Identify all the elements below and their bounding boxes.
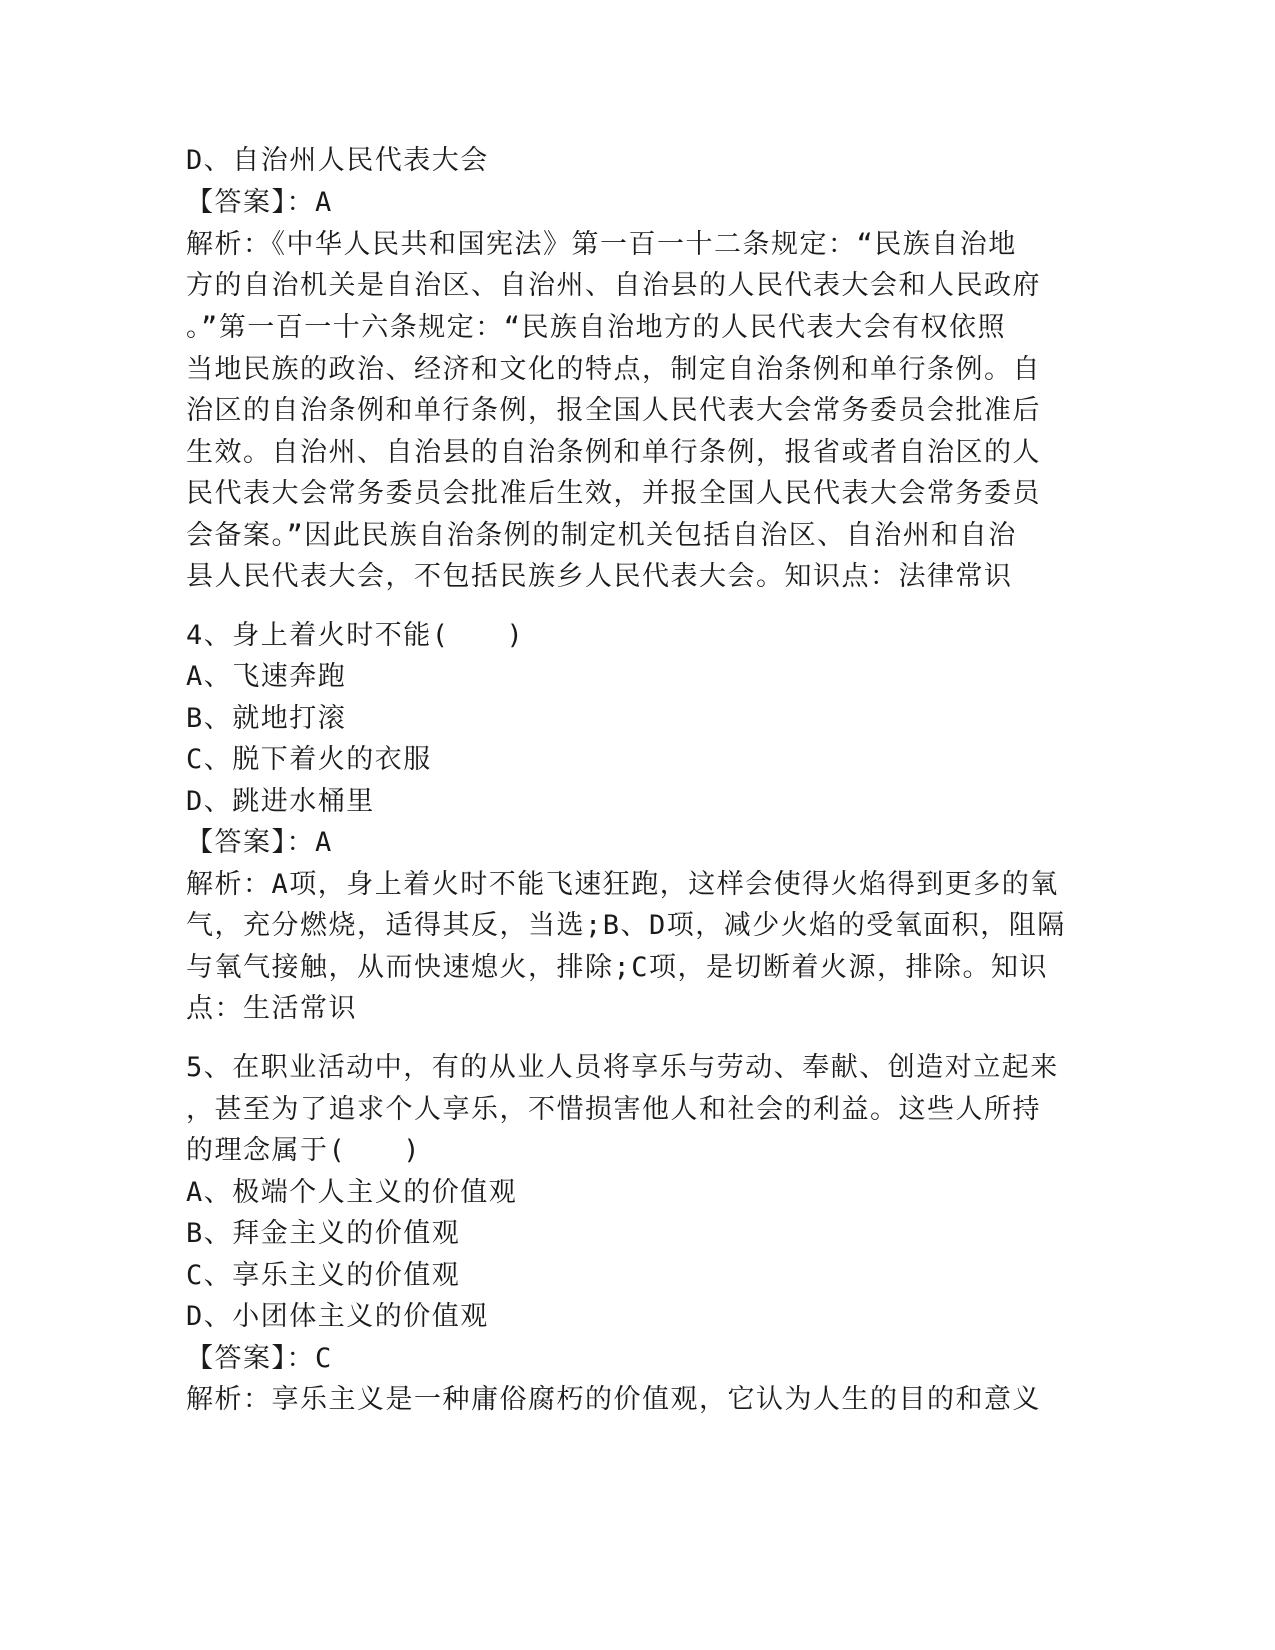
q5-option-b: B、拜金主义的价值观 bbox=[186, 1218, 461, 1249]
q4-explanation-line: 气，充分燃烧，适得其反，当选;B、D项，减少火焰的受氧面积，阻隔 bbox=[186, 910, 1066, 941]
q4-explanation-line: 与氧气接触，从而快速熄火，排除;C项，是切断着火源，排除。知识 bbox=[186, 952, 1049, 983]
q3-explanation-line: 民代表大会常务委员会批准后生效，并报全国人民代表大会常务委员 bbox=[186, 478, 1041, 509]
q5-option-d: D、小团体主义的价值观 bbox=[186, 1301, 489, 1332]
q3-explanation-line: 县人民代表大会，不包括民族乡人民代表大会。知识点：法律常识 bbox=[186, 561, 1013, 592]
q3-explanation-line: 当地民族的政治、经济和文化的特点，制定自治条例和单行条例。自 bbox=[186, 354, 1041, 385]
q4-option-b: B、就地打滚 bbox=[186, 703, 347, 734]
q3-answer: 【答案】：A bbox=[186, 187, 333, 218]
q4-option-a: A、飞速奔跑 bbox=[186, 661, 347, 692]
q3-option-d: D、自治州人民代表大会 bbox=[186, 145, 489, 176]
q5-stem-line: ，甚至为了追求个人享乐，不惜损害他人和社会的利益。这些人所持 bbox=[186, 1094, 1041, 1125]
q3-explanation-line: 治区的自治条例和单行条例，报全国人民代表大会常务委员会批准后 bbox=[186, 395, 1041, 426]
q3-explanation-line: 会备案。”因此民族自治条例的制定机关包括自治区、自治州和自治 bbox=[186, 520, 1017, 551]
q4-stem: 4、身上着火时不能( ) bbox=[186, 620, 525, 651]
q3-explanation-line: 。”第一百一十六条规定：“民族自治地方的人民代表大会有权依照 bbox=[186, 312, 1007, 343]
q3-explanation-line: 方的自治机关是自治区、自治州、自治县的人民代表大会和人民政府 bbox=[186, 270, 1041, 301]
q3-explanation-line: 生效。自治州、自治县的自治条例和单行条例，报省或者自治区的人 bbox=[186, 437, 1041, 468]
q4-option-d: D、跳进水桶里 bbox=[186, 786, 375, 817]
q5-explanation-line: 解析：享乐主义是一种庸俗腐朽的价值观，它认为人生的目的和意义 bbox=[186, 1384, 1041, 1415]
q5-option-c: C、享乐主义的价值观 bbox=[186, 1260, 461, 1291]
q5-answer: 【答案】：C bbox=[186, 1343, 333, 1374]
q5-stem-line: 5、在职业活动中，有的从业人员将享乐与劳动、奉献、创造对立起来 bbox=[186, 1052, 1059, 1083]
q3-explanation-line: 解析：《中华人民共和国宪法》第一百一十二条规定：“民族自治地 bbox=[186, 229, 1017, 260]
q5-option-a: A、极端个人主义的价值观 bbox=[186, 1177, 518, 1208]
q4-explanation-line: 点：生活常识 bbox=[186, 993, 357, 1024]
q4-option-c: C、脱下着火的衣服 bbox=[186, 744, 432, 775]
q5-stem-line: 的理念属于( ) bbox=[186, 1135, 422, 1166]
q4-answer: 【答案】：A bbox=[186, 827, 333, 858]
q4-explanation-line: 解析：A项，身上着火时不能飞速狂跑，这样会使得火焰得到更多的氧 bbox=[186, 869, 1059, 900]
